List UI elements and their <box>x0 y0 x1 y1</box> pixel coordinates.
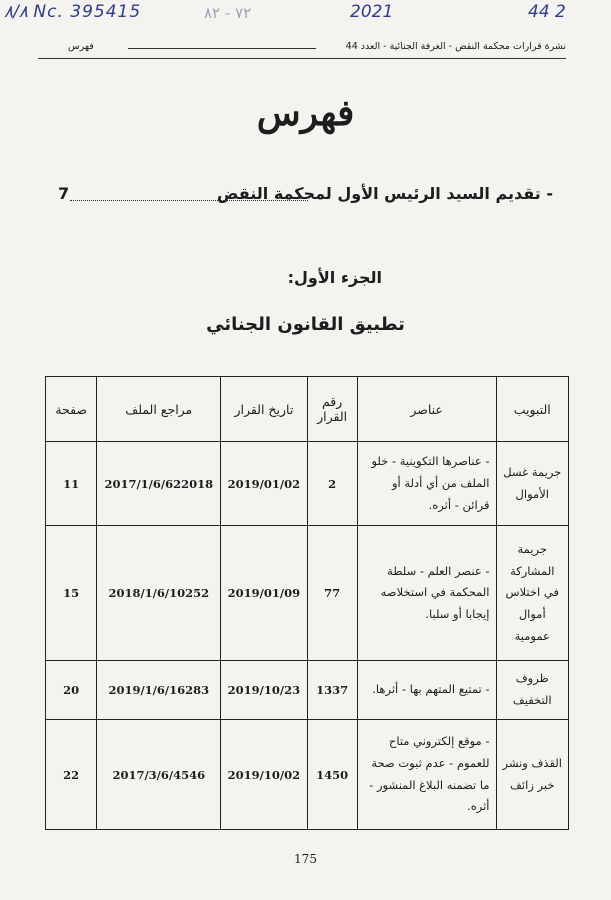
cell-elements: - موقع إلكتروني متاح للعموم - عدم ثبوت صحة ما تضمنه البلاغ المنشور - أثره. <box>357 720 496 830</box>
cell-elements: - عناصرها التكوينية - خلو الملف من أي أدلة أو قرائن - أثره. <box>357 442 496 526</box>
cell-decision-number: 1450 <box>307 720 357 830</box>
running-header-rule <box>128 48 316 49</box>
header-decision-date: تاريخ القرار <box>221 377 307 442</box>
handwritten-reference: ٨/٨ Nc. 395415 <box>4 2 142 22</box>
running-header-section: فهرس <box>68 41 94 52</box>
intro-toc-entry[interactable] <box>58 184 553 210</box>
running-header-title: نشرة قرارات محكمة النقض - الغرفة الجنائية - العدد 44 <box>345 41 566 52</box>
part-label: الجزء الأول: <box>287 268 382 287</box>
table-header-row <box>46 377 569 442</box>
cell-page: 11 <box>46 442 97 526</box>
table-row[interactable] <box>46 720 569 830</box>
handwritten-faint-note: ٧٢ - ٨٢ <box>204 4 252 22</box>
cell-decision-date: 2019/10/02 <box>221 720 307 830</box>
cell-elements: - عنصر العلم - سلطة المحكمة في استخلاصه إيجابا أو سلبا. <box>357 526 496 661</box>
cell-category: جريمة غسل الأموال <box>496 442 569 526</box>
cell-file-reference: 2019/1/6/16283 <box>97 661 221 720</box>
cell-decision-number: 1337 <box>307 661 357 720</box>
cell-page: 20 <box>46 661 97 720</box>
cell-decision-number: 77 <box>307 526 357 661</box>
header-page: صفحة <box>46 377 97 442</box>
header-elements: عناصر <box>357 377 496 442</box>
dot-leader <box>70 200 308 201</box>
table-row[interactable] <box>46 442 569 526</box>
table-row[interactable] <box>46 526 569 661</box>
cell-decision-number: 2 <box>307 442 357 526</box>
cell-page: 22 <box>46 720 97 830</box>
cell-category: جريمة المشاركة في اختلاس أموال عمومية <box>496 526 569 661</box>
cell-decision-date: 2019/01/02 <box>221 442 307 526</box>
part-title: تطبيق القانون الجنائي <box>206 314 405 335</box>
intro-entry-page: 7 <box>58 184 70 203</box>
header-category: التبويب <box>496 377 569 442</box>
handwritten-issue: 44 2 <box>528 2 566 22</box>
cell-category: ظروف التخفيف <box>496 661 569 720</box>
cell-decision-date: 2019/01/09 <box>221 526 307 661</box>
intro-entry-text: - تقديم السيد الرئيس الأول لمحكمة النقض <box>216 184 553 203</box>
cell-category: القذف ونشر خبر زائف <box>496 720 569 830</box>
cell-page: 15 <box>46 526 97 661</box>
header-decision-number: رقم القرار <box>307 377 357 442</box>
handwritten-year: 2021 <box>350 2 394 22</box>
page-title: فهرس <box>256 92 355 134</box>
cell-file-reference: 2017/1/6/622018 <box>97 442 221 526</box>
header-file-reference: مراجع الملف <box>97 377 221 442</box>
cell-decision-date: 2019/10/23 <box>221 661 307 720</box>
page-number: 175 <box>294 852 317 866</box>
table-row[interactable] <box>46 661 569 720</box>
cell-file-reference: 2018/1/6/10252 <box>97 526 221 661</box>
index-table <box>45 376 569 830</box>
running-header <box>38 38 566 59</box>
cell-elements: - تمتيع المتهم بها - أثرها. <box>357 661 496 720</box>
cell-file-reference: 2017/3/6/4546 <box>97 720 221 830</box>
